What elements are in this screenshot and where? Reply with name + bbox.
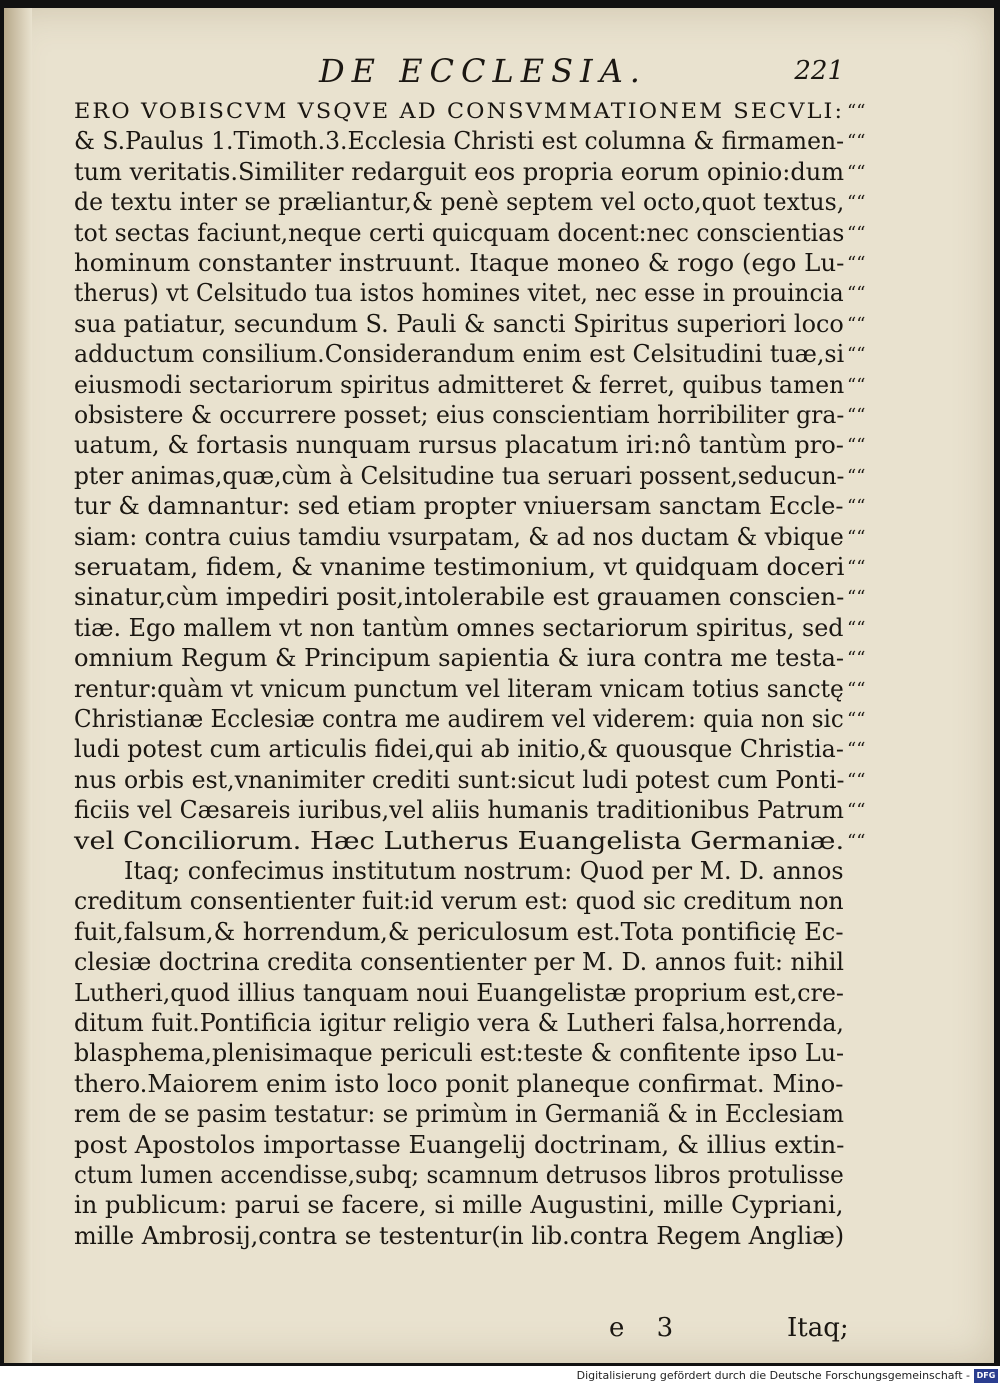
text-line: Lutheri,quod illius tanquam noui Euangelistæ proprium est,cre- <box>74 978 844 1007</box>
quotation-mark: ““ <box>847 617 866 639</box>
text-line: tiæ. Ego mallem vt non tantùm omnes sectariorum spiritus, sed <box>74 613 844 642</box>
quotation-mark: ““ <box>847 769 866 791</box>
quotation-mark: ““ <box>847 374 866 396</box>
text-line: mille Ambrosij,contra se testentur(in lib.contra Regem Angliæ) <box>74 1221 845 1250</box>
page-gutter <box>4 8 32 1363</box>
text-line: therus) vt Celsitudo tua istos homines vitet, nec esse in prouincia <box>74 279 844 308</box>
quotation-mark: ““ <box>847 131 866 153</box>
text-line: post Apostolos importasse Euangelij doctrinam, & illius extin- <box>74 1130 845 1159</box>
text-line: hominum constanter instruunt. Itaque moneo & rogo (ego Lu- <box>74 249 845 277</box>
quotation-mark: ““ <box>847 830 866 852</box>
text-line: seruatam, fidem, & vnanime testimonium, vt quidquam doceri <box>74 553 845 581</box>
quotation-mark: ““ <box>847 648 866 670</box>
quotation-mark: ““ <box>847 101 866 122</box>
text-line: ERO VOBISCVM VSQVE AD CONSVMMATIONEM SECVLI: <box>74 99 845 123</box>
quotation-mark: ““ <box>847 587 866 609</box>
text-line: vel Conciliorum. Hæc Lutherus Euangelista Germaniæ. <box>74 826 845 855</box>
text-line: tur & damnantur: sed etiam propter vniuersam sanctam Eccle- <box>74 492 844 521</box>
quotation-mark: ““ <box>847 283 866 305</box>
attribution-text: Digitalisierung gefördert durch die Deutsche Forschungsgemeinschaft - <box>576 1369 970 1382</box>
dfg-logo: DFG <box>974 1369 998 1383</box>
quotation-mark: ““ <box>847 739 866 761</box>
text-line: clesiæ doctrina credita consentienter per M. D. annos fuit: nihil <box>74 948 845 977</box>
text-line: uatum, & fortasis nunquam rursus placatum iri:nô tantùm pro- <box>74 431 844 460</box>
text-line: ctum lumen accendisse,subq; scamnum detrusos libros protulisse <box>74 1161 844 1189</box>
text-line: creditum consentienter fuit:id verum est: quod sic creditum non <box>74 887 844 916</box>
text-line: adductum consilium.Considerandum enim est Celsitudini tuæ,si <box>74 340 845 369</box>
quotation-mark: ““ <box>847 557 866 578</box>
catchword: Itaq; <box>787 1313 849 1343</box>
text-line: ditum fuit.Pontificia igitur religio vera & Lutheri falsa,horrenda, <box>74 1009 844 1037</box>
signature-mark: e 3 <box>609 1313 686 1343</box>
quotation-mark: ““ <box>847 435 866 457</box>
text-line: rem de se pasim testatur: se primùm in Germaniã & in Ecclesiam <box>74 1100 844 1129</box>
text-line: tot sectas faciunt,neque certi quicquam docent:nec conscientias <box>74 218 845 247</box>
quotation-mark: ““ <box>847 313 866 335</box>
page-number: 221 <box>794 56 844 86</box>
text-line: de textu inter se præliantur,& penè septem vel octo,quot textus, <box>74 188 845 217</box>
quotation-mark: ““ <box>847 465 866 487</box>
text-line: Christianæ Ecclesiæ contra me audirem vel viderem: quia non sic <box>74 705 844 733</box>
text-line: blasphema,plenisimaque periculi est:teste & confitente ipso Lu- <box>74 1039 845 1068</box>
text-line: in publicum: parui se facere, si mille Augustini, mille Cypriani, <box>74 1191 844 1220</box>
quotation-mark: ““ <box>847 800 866 822</box>
quotation-mark: ““ <box>847 222 866 244</box>
text-line: sua patiatur, secundum S. Pauli & sancti Spiritus superiori loco <box>74 309 844 338</box>
book-page <box>4 8 994 1363</box>
quotation-mark: ““ <box>847 526 866 548</box>
text-line: obsistere & occurrere posset; eius conscientiam horribiliter gra- <box>74 401 845 429</box>
text-line: fuit,falsum,& horrendum,& periculosum est.Tota pontificię Ec- <box>74 917 844 946</box>
text-line: sinatur,cùm impediri posit,intolerabile est grauamen conscien- <box>74 583 845 612</box>
attribution-bar <box>0 1366 1000 1387</box>
text-line: eiusmodi sectariorum spiritus admitteret & ferret, quibus tamen <box>74 370 845 399</box>
text-line: pter animas,quæ,cùm à Celsitudine tua seruari possent,seducun- <box>74 461 845 490</box>
quotation-mark: ““ <box>847 678 866 700</box>
quotation-mark: ““ <box>847 253 866 274</box>
quotation-mark: ““ <box>847 405 866 426</box>
text-line: omnium Regum & Principum sapientia & iura contra me testa- <box>74 644 845 673</box>
text-line: & S.Paulus 1.Timoth.3.Ecclesia Christi est columna & firmamen- <box>74 127 845 156</box>
text-line: siam: contra cuius tamdiu vsurpatam, & ad nos ductam & vbique <box>74 522 844 551</box>
text-line: tum veritatis.Similiter redarguit eos propria eorum opinio:dum <box>74 157 845 186</box>
text-line: Itaq; confecimus institutum nostrum: Quod per M. D. annos <box>124 857 844 885</box>
quotation-mark: ““ <box>847 709 866 730</box>
quotation-mark: ““ <box>847 192 866 214</box>
quotation-mark: ““ <box>847 161 866 183</box>
page-footer <box>4 1313 994 1347</box>
text-line: ludi potest cum articulis fidei,qui ab initio,& quousque Christia- <box>74 735 844 764</box>
text-line: nus orbis est,vnanimiter crediti sunt:sicut ludi potest cum Ponti- <box>74 765 845 794</box>
quotation-mark: ““ <box>847 344 866 366</box>
running-title: DE ECCLESIA. <box>319 52 647 90</box>
quotation-mark: ““ <box>847 496 866 518</box>
text-line: thero.Maiorem enim isto loco ponit planeque confirmat. Mino- <box>74 1069 844 1098</box>
text-line: ficiis vel Cæsareis iuribus,vel aliis humanis traditionibus Patrum <box>74 796 844 825</box>
text-line: rentur:quàm vt vnicum punctum vel literam vnicam totius sanctę <box>74 674 844 703</box>
page-header <box>4 52 994 92</box>
